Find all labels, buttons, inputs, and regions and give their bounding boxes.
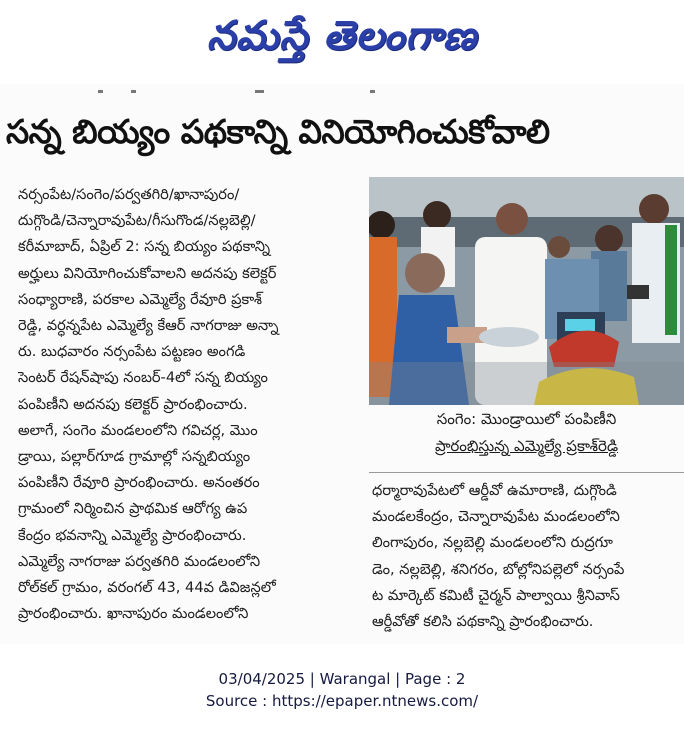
- body-right-line: ధర్మారావుపేటలో ఆర్డీవో ఉమారాణి, దుగ్గొండి: [372, 482, 617, 499]
- body-left-line: పంపిణీని రేవూరి ప్రారంభించారు. అనంతరం: [18, 474, 260, 492]
- body-left-line: నర్సంపేట/సంగెం/పర్వతగిరి/ఖానాపురం/: [18, 186, 240, 203]
- body-left-line: అలాగే, సంగెం మండలంలోని గవిచర్ల, మొం: [18, 421, 258, 439]
- body-left-line: రెడ్డి, వర్ధన్నపేట ఎమ్మెల్యే కేఆర్ నాగరాజు అన్నా: [18, 317, 279, 335]
- photo-caption: [369, 406, 684, 473]
- article-headline: సన్న బియ్యం పథకాన్ని వినియోగించుకోవాలి: [6, 112, 550, 151]
- newspaper-masthead: [0, 0, 684, 82]
- body-left-line: కరీమాబాద్, ఏప్రిల్ 2: సన్న బియ్యం పథకాన్ని: [18, 238, 271, 256]
- body-left-line: రోల్‌కల్ గ్రామం, వరంగల్ 43, 44వ డివిజన్లలో: [18, 579, 276, 597]
- body-left-line: గ్రామంలో నిర్మించిన ప్రాథమిక ఆరోగ్య ఉప: [18, 500, 248, 518]
- page-footer: [0, 668, 684, 712]
- body-left-line: ఎమ్మెల్యే నాగరాజు పర్వతగిరి మండలంలోని: [18, 552, 261, 570]
- cropped-text-stub: [0, 84, 684, 102]
- article-photo: [369, 177, 684, 405]
- article-clipping: [0, 84, 684, 644]
- body-right-line: మండలకేంద్రం, చెన్నారావుపేట మండలంలోని: [372, 508, 620, 526]
- body-right-line: ఆర్డీవోతో కలిసి పథకాన్ని ప్రారంభించారు.: [372, 613, 594, 631]
- source-line: Source : https://epaper.ntnews.com/: [205, 692, 479, 710]
- body-left-line: రు. బుధవారం నర్సంపేట పట్టణం అంగడి: [18, 343, 246, 361]
- body-left-line: సంధ్యారాణి, పరకాల ఎమ్మెల్యే రేవూరి ప్రకాశ్: [18, 290, 263, 308]
- body-left-line: పంపిణీని అదనపు కలెక్టర్ ప్రారంభించారు.: [18, 395, 248, 413]
- body-left-line: ప్రారంభించారు. ఖానాపురం మండలంలోని: [18, 605, 249, 623]
- body-left-line: డ్రాయి, పల్లార్‌గూడ గ్రామాల్లో సన్నబియ్యం: [18, 448, 251, 466]
- body-left-line: సెంటర్ రేషన్‌షాపు నంబర్-4లో సన్న బియ్యం: [18, 369, 268, 387]
- body-right-line: డెం, నల్లబెల్లి, శనిగరం, బోల్లోనిపల్లెలో నర్సంపే: [372, 560, 625, 578]
- body-left-line: అర్హులు వినియోగించుకోవాలని అదనపు కలెక్టర్: [18, 264, 277, 282]
- body-right-line: లింగాపురం, నల్లబెల్లి మండలంలోని రుద్రగూ: [372, 534, 613, 552]
- article-body-left: [18, 182, 360, 638]
- caption-line-2: ప్రారంభిస్తున్న ఎమ్మెల్యే ప్రకాశ్‌రెడ్డి: [434, 437, 619, 455]
- body-left-line: కేంద్రం భవనాన్ని ఎమ్మెల్యే ప్రారంభించారు.: [18, 526, 247, 544]
- caption-line-1: సంగెం: మొండ్రాయిలో పంపిణీని: [436, 410, 617, 428]
- body-right-line: ట మార్కెట్ కమిటీ చైర్మన్ పాల్వాయి శ్రీనివాస్: [372, 586, 620, 604]
- body-left-line: దుగ్గొండి/చెన్నారావుపేట/గీసుగొండ/నల్లబెల్లి/: [18, 212, 256, 230]
- distribution-photo-image: [369, 177, 684, 405]
- dateline: 03/04/2025 | Warangal | Page : 2: [218, 670, 466, 688]
- article-body-right: [372, 478, 684, 638]
- masthead-title: నమస్తే తెలంగాణ: [206, 13, 478, 59]
